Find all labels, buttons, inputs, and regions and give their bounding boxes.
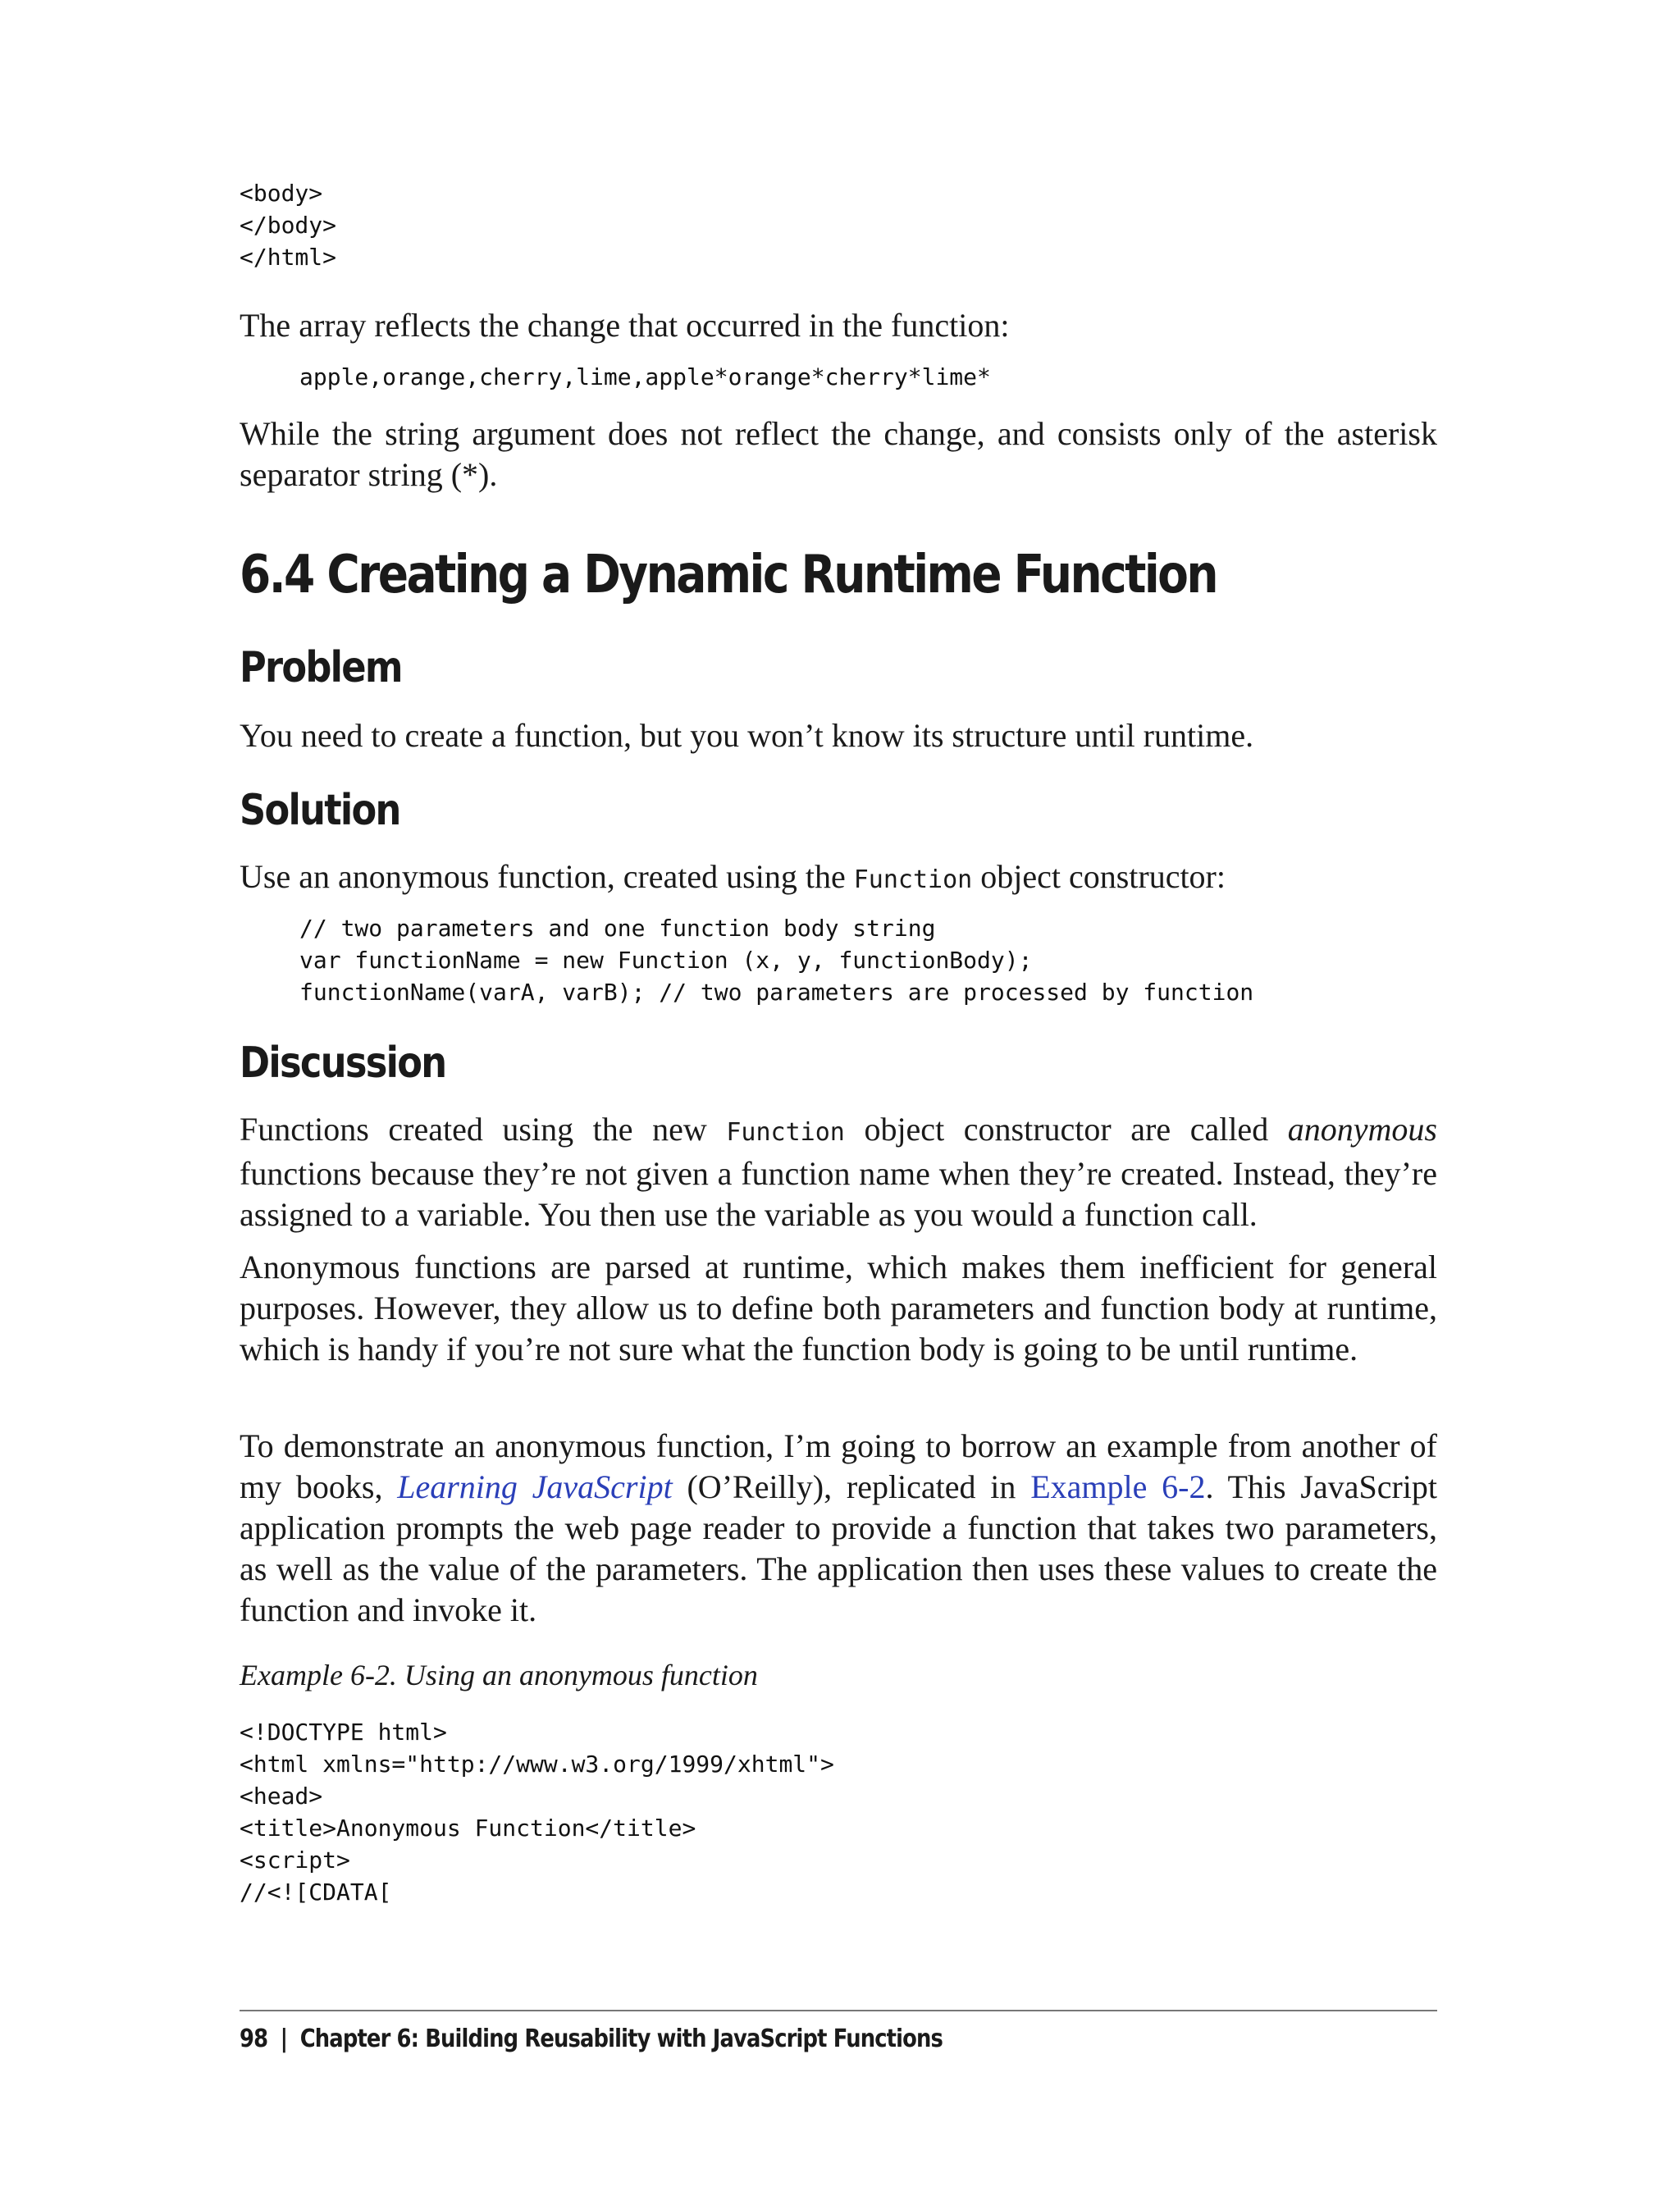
discussion-paragraph-1: Functions created using the new Function object constructor are called anonymous functions because they’re not given a function name when they’re created. Instead, they’re assigned to a variable. You then use the variable as you would a function call. bbox=[240, 1111, 1437, 1233]
code-block-top bbox=[240, 177, 336, 273]
inline-code: Function bbox=[726, 1118, 845, 1147]
code-line: </html> bbox=[240, 244, 337, 271]
inline-code: Function bbox=[853, 865, 973, 894]
section-title: 6.4 Creating a Dynamic Runtime Function bbox=[240, 545, 1217, 605]
footer-separator: | bbox=[280, 2025, 288, 2053]
book-title-link[interactable]: Learning JavaScript bbox=[397, 1468, 673, 1505]
code-line: <head> bbox=[240, 1783, 323, 1810]
example-link[interactable]: Example 6-2 bbox=[1030, 1468, 1206, 1505]
code-block-example bbox=[240, 1716, 834, 1908]
code-output: apple,orange,cherry,lime,apple*orange*cherry*lime* bbox=[299, 363, 991, 390]
code-line: <html xmlns="http://www.w3.org/1999/xhtml"> bbox=[240, 1751, 834, 1778]
code-line: functionName(varA, varB); // two parameters are processed by function bbox=[299, 979, 1254, 1006]
code-line: <body> bbox=[240, 180, 323, 207]
paragraph-string-argument: While the string argument does not reflect the change, and consists only of the asterisk separator string (*). bbox=[240, 415, 1437, 493]
discussion-paragraph-2: Anonymous functions are parsed at runtime, which makes them inefficient for general purposes. However, they allow us to define both parameters and function body at runtime, which is handy if you’re not sure what the function body is going to be until runtime. bbox=[240, 1249, 1437, 1367]
book-page bbox=[240, 0, 1437, 2205]
solution-text: Use an anonymous function, created using the Function object constructor: bbox=[240, 858, 1226, 895]
solution-heading: Solution bbox=[240, 786, 400, 835]
example-caption: Example 6-2. Using an anonymous function bbox=[240, 1659, 758, 1691]
problem-text: You need to create a function, but you won’t know its structure until runtime. bbox=[240, 717, 1254, 754]
code-line: <!DOCTYPE html> bbox=[240, 1719, 447, 1746]
code-line: <title>Anonymous Function</title> bbox=[240, 1815, 696, 1842]
code-line: // two parameters and one function body string bbox=[299, 915, 936, 942]
page-number: 98 bbox=[240, 2025, 268, 2053]
code-line: //<![CDATA[ bbox=[240, 1879, 392, 1906]
chapter-title: Chapter 6: Building Reusability with JavaScript Functions bbox=[299, 2025, 943, 2053]
code-line: var functionName = new Function (x, y, functionBody); bbox=[299, 947, 1033, 974]
discussion-heading: Discussion bbox=[240, 1039, 446, 1088]
code-line: </body> bbox=[240, 212, 337, 239]
emphasis-anonymous: anonymous bbox=[1287, 1111, 1437, 1148]
code-block-solution bbox=[299, 912, 1253, 1008]
footer-divider bbox=[240, 2010, 1437, 2011]
discussion-paragraph-3: To demonstrate an anonymous function, I’m going to borrow an example from another of my books, Learning JavaScript (O’Reilly), replicated in Example 6-2. This JavaScript application prompts the web page reader to provide a function that takes two parameters, as well as the value of the parameters. The application then uses these values to create the function and invoke it. bbox=[240, 1427, 1437, 1628]
code-line: <script> bbox=[240, 1847, 350, 1874]
page-footer bbox=[240, 2025, 943, 2053]
problem-heading: Problem bbox=[240, 643, 402, 692]
paragraph-array-reflects: The array reflects the change that occurred in the function: bbox=[240, 307, 1010, 344]
